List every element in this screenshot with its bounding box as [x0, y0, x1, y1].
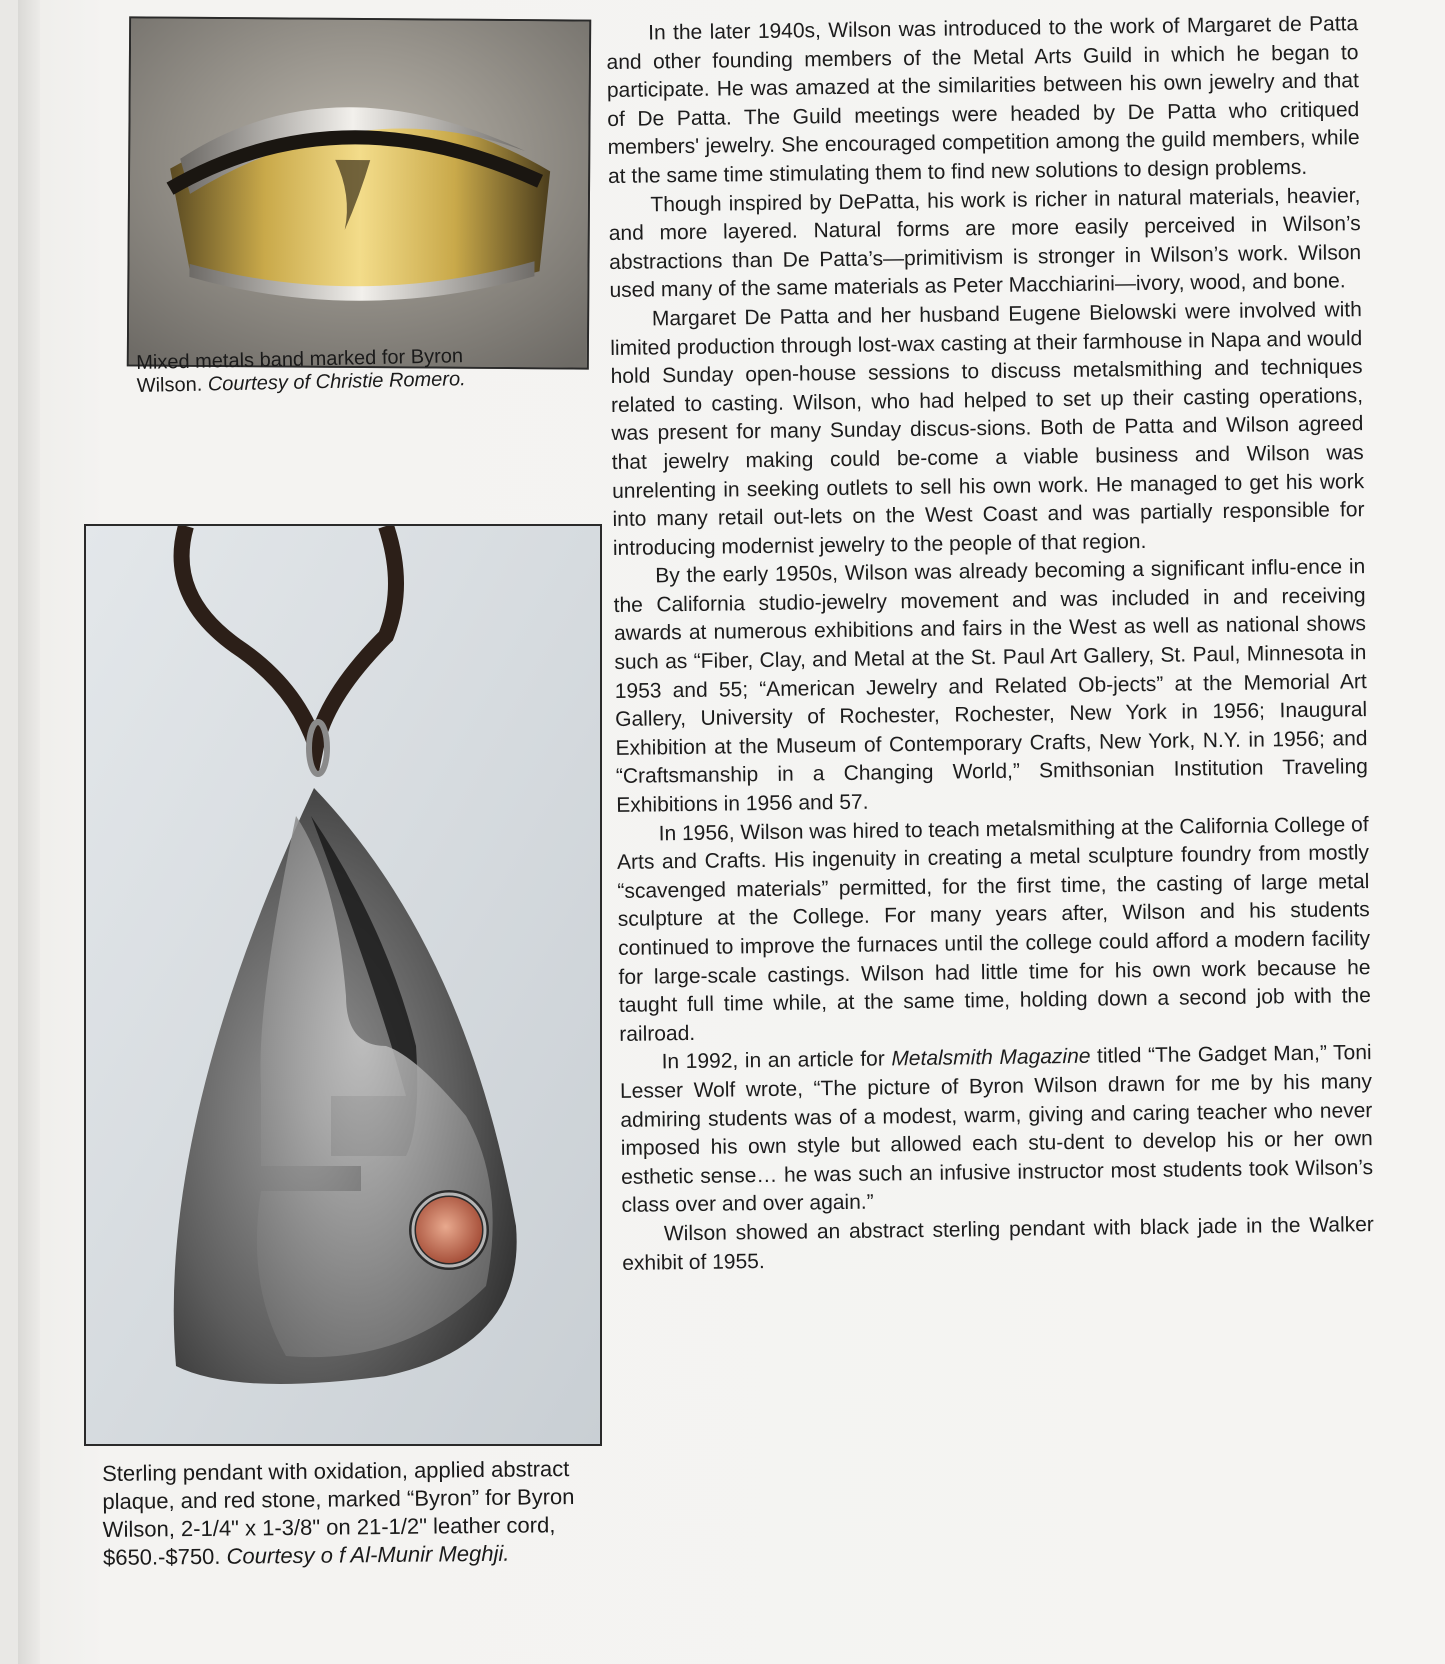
sterling-pendant-image: [86, 526, 600, 1444]
mixed-metals-band-image: [129, 18, 589, 367]
paragraph-5: In 1956, Wilson was hired to teach metalsmithing at the California College of Arts and Crafts. His ingenuity in creating a metal sculpture foundry from mostly “scavenged materials” permitted, for the first time, the casting of large metal sculpture at the College. For many years after, Wilson and his students continued to improve the furnaces until the college could afford a modern facility for large-scale castings. Wilson had little time for his own work because he taught full time while, at the same time, holding down a second job with the railroad.: [616, 812, 1371, 1046]
paragraph-6: [619, 1039, 1373, 1220]
article-body: [606, 10, 1374, 1278]
magazine-title: Metalsmith Magazine: [891, 1045, 1091, 1071]
pendant-caption-text: Sterling pendant with oxidation, applied abstract plaque, and red stone, marked “Byron” for Byron Wilson, 2-1/4" x 1-3/8" on 21-1/2" leather cord, $650.-$750.: [102, 1456, 575, 1570]
ring-caption-text: Mixed metals band marked for Byron Wilson.: [136, 345, 464, 397]
paragraph-1: In the later 1940s, Wilson was introduced to the work of Margaret de Patta and other founding members of the Metal Arts Guild in which he began to participate. He was amazed at the similarities between his own jewelry and that of De Patta. The Guild meetings were headed by De Patta who critiqued members' jewelry. She encouraged competition among the guild members, while at the same time stimulating them to find new solutions to design problems.: [606, 12, 1360, 188]
ring-caption-credit: Courtesy of Christie Romero.: [207, 368, 466, 396]
ring-photo: [127, 16, 591, 369]
paragraph-6-rest: titled “The Gadget Man,” Toni Lesser Wolf wrote, “The picture of Byron Wilson drawn for me by his many admiring students was of a modest, warm, giving and caring teacher who never imposed his own style but allowed each stu-dent to develop his or her own esthetic sense… he was such an infusive instructor most students took Wilson’s class over and over again.”: [619, 1041, 1374, 1218]
page-gutter: [18, 0, 40, 1664]
paragraph-6-intro: In 1992, in an article for: [661, 1047, 885, 1074]
pendant-caption-credit: Courtesy o f Al-Munir Meghji.: [226, 1540, 510, 1569]
paragraph-2: Though inspired by DePatta, his work is richer in natural materials, heavier, and more layered. Natural forms are more easily perceived in Wilson’s abstractions than De Patta’s—primitivism is stronger in Wilson’s work. Wilson used many of the same materials as Peter Macchiarini—ivory, wood, and bone.: [608, 183, 1362, 303]
ring-caption: [136, 344, 517, 398]
book-page: [18, 0, 1445, 1664]
pendant-caption: [102, 1455, 583, 1572]
paragraph-3: Margaret De Patta and her husband Eugene Bielowski were involved with limited production through lost-wax casting at their farmhouse in Napa and would hold Sunday open-house sessions to discuss metalsmithing and techniques related to casting. Wilson, who had helped to set up their casting operations, was present for many Sunday discus-sions. Both de Patta and Wilson agreed that jewelry making could be-come a viable business and Wilson was unrelenting in seeking outlets to sell his own work. He managed to get his work into many retail out-lets on the West Coast and was partially responsible for introducing modernist jewelry to the people of that region.: [610, 298, 1365, 560]
paragraph-4: By the early 1950s, Wilson was already becoming a significant influ-ence in the California studio-jewelry movement and was included in and receiving awards at numerous exhibitions and fairs in the West as well as national shows such as “Fiber, Clay, and Metal at the St. Paul Art Gallery, St. Paul, Minnesota in 1953 and 55; “American Jewelry and Related Ob-jects” at the Memorial Art Gallery, University of Rochester, Rochester, New York in 1956; Inaugural Exhibition at the Museum of Contemporary Crafts, New York, N.Y. in 1956; and “Craftsmanship in a Changing World,” Smithsonian Institution Traveling Exhibitions in 1956 and 57.: [613, 555, 1368, 817]
pendant-photo: [84, 524, 602, 1446]
paragraph-7: Wilson showed an abstract sterling pendant with black jade in the Walker exhibit of 1955.: [622, 1212, 1374, 1275]
